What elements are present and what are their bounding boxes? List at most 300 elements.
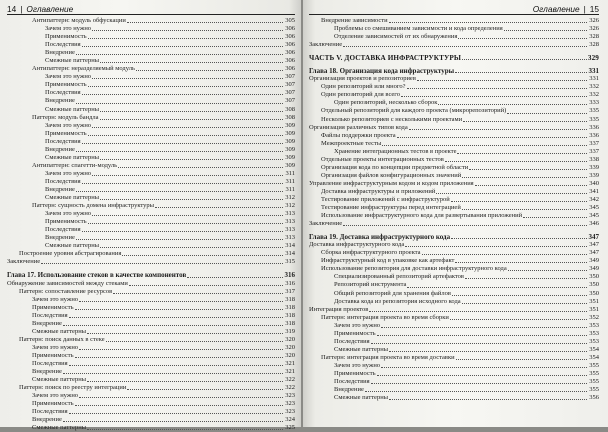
dot-leader xyxy=(88,223,283,224)
dot-leader xyxy=(371,343,587,344)
running-head-separator: | xyxy=(20,3,23,14)
dot-leader xyxy=(100,247,283,248)
toc-entry xyxy=(7,328,295,336)
dot-leader xyxy=(438,104,587,105)
toc-entry-title: Внедрение xyxy=(45,49,75,57)
toc-entry-title: Применимость xyxy=(45,81,87,89)
toc-entry-title: Организация проектов и репозиториев xyxy=(309,75,416,83)
toc-part-heading xyxy=(309,54,599,62)
toc-entry xyxy=(7,384,295,392)
toc-entry-title: Зачем это нужно xyxy=(32,295,79,303)
toc-entry xyxy=(309,362,599,370)
toc-page-number: 306 xyxy=(285,33,295,41)
toc-entry-title: Смежные паттерны xyxy=(45,105,100,113)
toc-entry xyxy=(309,180,599,188)
dot-leader xyxy=(389,351,587,352)
toc-entry xyxy=(309,241,599,249)
toc-page-number: 323 xyxy=(285,392,295,400)
dot-leader xyxy=(100,119,283,120)
toc-entry xyxy=(7,250,295,258)
toc-page-number: 328 xyxy=(589,41,599,49)
toc-entry-title: Специализированный репозиторий артефактов xyxy=(334,273,465,281)
toc-entry xyxy=(7,288,295,296)
toc-entry-title: Репозиторий инструмента xyxy=(334,281,407,289)
toc-entry-title: Общий репозиторий для хранения файлов xyxy=(334,289,451,297)
toc-entry xyxy=(7,81,295,89)
toc-entry xyxy=(7,392,295,400)
toc-page-number: 308 xyxy=(285,113,295,121)
dot-leader xyxy=(389,22,587,23)
left-page-number: 14 xyxy=(7,3,17,14)
toc-entry xyxy=(7,130,295,138)
toc-page-number: 356 xyxy=(589,394,599,402)
right-page-number: 15 xyxy=(589,3,599,14)
toc-entry xyxy=(309,91,599,99)
toc-entry xyxy=(309,249,599,257)
toc-entry-title: Проблемы со смешиванием зависимости и кода определения xyxy=(334,25,503,33)
toc-page-number: 320 xyxy=(285,335,295,343)
dot-leader xyxy=(118,167,283,168)
toc-entry xyxy=(309,322,599,330)
dot-leader xyxy=(451,201,587,202)
dot-leader xyxy=(82,46,283,47)
dot-leader xyxy=(92,215,283,216)
toc-entry-title: Организация различных типов кода xyxy=(309,123,408,131)
toc-entry-title: Отдельные проекты интеграционных тестов xyxy=(321,155,444,163)
toc-entry-title: Организация файлов конфигурационных значений xyxy=(321,171,462,179)
dot-leader xyxy=(507,113,587,114)
toc-page-number: 320 xyxy=(285,351,295,359)
toc-entry-title: Отделение зависимостей от их обнаружения xyxy=(334,33,458,41)
toc-entry xyxy=(7,352,295,360)
toc-entry-title: Отдельный репозиторий для каждого проекта (микрорепозиторий) xyxy=(321,107,507,115)
toc-entry-title: Построение уровня абстрагирования xyxy=(19,250,122,258)
toc-page-number: 325 xyxy=(285,424,295,432)
dot-leader xyxy=(397,137,587,138)
toc-page-number: 305 xyxy=(285,17,295,24)
toc-page-number: 309 xyxy=(285,145,295,153)
toc-entry-title: Смежные паттерны xyxy=(334,345,389,353)
toc-entry xyxy=(309,370,599,378)
toc-entry-title: Глава 17. Использование стеков в качестве компонентов xyxy=(7,271,187,280)
toc-page-number: 336 xyxy=(589,123,599,131)
toc-entry-title: Заключение xyxy=(7,258,41,266)
dot-leader xyxy=(365,391,587,392)
toc-page-number: 328 xyxy=(589,33,599,41)
toc-page-number: 306 xyxy=(285,41,295,49)
toc-page-number: 331 xyxy=(588,67,599,76)
dot-leader xyxy=(422,254,587,255)
dot-leader xyxy=(100,62,283,63)
toc-page-number: 346 xyxy=(589,220,599,228)
dot-leader xyxy=(462,59,587,60)
dot-leader xyxy=(389,399,587,400)
toc-entry xyxy=(7,210,295,218)
toc-entry-title: Один репозиторий, несколько сборок xyxy=(334,99,438,107)
left-page xyxy=(0,0,301,432)
dot-leader xyxy=(76,191,283,192)
toc-page-number: 306 xyxy=(285,57,295,65)
toc-page-number: 309 xyxy=(285,161,295,169)
toc-entry xyxy=(7,146,295,154)
toc-entry-title: Использование инфраструктурного кода для развертывания приложений xyxy=(321,212,523,220)
toc-page-number: 332 xyxy=(589,83,599,91)
toc-entry-title: Зачем это нужно xyxy=(334,361,381,369)
toc-page-number: 347 xyxy=(589,241,599,249)
toc-entry-title: Файлы поддержки проекта xyxy=(321,131,396,139)
toc-entry xyxy=(309,394,599,402)
toc-entry-title: Смежные паттерны xyxy=(32,327,87,335)
toc-entry-title: Паттерн: интеграция проекта во время сборки xyxy=(321,313,449,321)
toc-entry-title: Несколько репозиториев с несколькими проектами xyxy=(321,115,463,123)
toc-page-number: 339 xyxy=(589,171,599,179)
toc-page-number: 311 xyxy=(285,177,295,185)
toc-entry-title: Заключение xyxy=(309,220,343,228)
running-head-separator: | xyxy=(583,3,586,14)
dot-leader xyxy=(76,54,283,55)
toc-entry xyxy=(7,41,295,49)
left-toc-list xyxy=(7,17,295,432)
toc-entry xyxy=(309,298,599,306)
toc-entry-title: Внедрение xyxy=(45,234,75,242)
dot-leader xyxy=(407,287,587,288)
toc-page-number: 312 xyxy=(285,194,295,202)
toc-entry xyxy=(7,138,295,146)
toc-entry xyxy=(309,338,599,346)
toc-page-number: 326 xyxy=(589,25,599,33)
toc-page-number: 322 xyxy=(285,384,295,392)
dot-leader xyxy=(92,175,283,176)
toc-page-number: 355 xyxy=(589,369,599,377)
toc-entry xyxy=(309,265,599,273)
toc-entry xyxy=(309,290,599,298)
toc-entry-title: Применимость xyxy=(32,351,74,359)
dot-leader xyxy=(343,225,587,226)
toc-entry-title: Паттерн: поиск по реестру интеграции xyxy=(19,384,127,392)
left-running-title: Оглавление xyxy=(26,3,74,14)
dot-leader xyxy=(69,317,283,318)
toc-entry-title: Смежные паттерны xyxy=(45,242,100,250)
toc-page-number: 323 xyxy=(285,408,295,416)
toc-page-number: 335 xyxy=(589,107,599,115)
toc-entry-title: Доставка инфраструктурного кода xyxy=(309,241,405,249)
dot-leader xyxy=(462,209,587,210)
toc-entry-title: Тестирование приложений с инфраструктурой xyxy=(321,195,450,203)
toc-page-number: 319 xyxy=(285,327,295,335)
dot-leader xyxy=(122,255,283,256)
toc-page-number: 313 xyxy=(285,218,295,226)
toc-page-number: 307 xyxy=(285,97,295,105)
toc-entry xyxy=(7,296,295,304)
toc-page-number: 347 xyxy=(589,249,599,257)
dot-leader xyxy=(75,357,283,358)
toc-entry-title: Паттерн: модуль бандла xyxy=(32,113,99,121)
dot-leader xyxy=(455,262,587,263)
dot-leader xyxy=(79,349,283,350)
dot-leader xyxy=(401,96,587,97)
dot-leader xyxy=(100,199,283,200)
toc-entry-title: Применимость xyxy=(334,329,376,337)
toc-entry xyxy=(309,354,599,362)
toc-entry-title: Последствия xyxy=(45,41,81,49)
toc-entry xyxy=(309,83,599,91)
dot-leader xyxy=(82,231,283,232)
toc-entry-title: Внедрение зависимости xyxy=(321,17,388,24)
toc-entry xyxy=(7,49,295,57)
toc-entry-title: Смежные паттерны xyxy=(45,194,100,202)
toc-page-number: 349 xyxy=(589,265,599,273)
toc-entry xyxy=(309,172,599,180)
right-running-head xyxy=(309,3,599,15)
toc-page-number: 318 xyxy=(285,295,295,303)
toc-page-number: 354 xyxy=(589,345,599,353)
dot-leader xyxy=(377,335,587,336)
toc-entry xyxy=(309,17,599,25)
dot-leader xyxy=(343,46,587,47)
dot-leader xyxy=(463,121,587,122)
toc-entry-title: Обнаружение зависимостей между стеками xyxy=(7,279,128,287)
toc-page-number: 309 xyxy=(285,121,295,129)
toc-entry xyxy=(7,25,295,33)
dot-leader xyxy=(405,246,587,247)
toc-entry-title: Паттерн: поиск данных в стеке xyxy=(19,335,105,343)
toc-entry-title: Зачем это нужно xyxy=(45,169,92,177)
dot-leader xyxy=(75,405,283,406)
dot-leader xyxy=(79,397,283,398)
dot-leader xyxy=(87,381,283,382)
dot-leader xyxy=(377,375,587,376)
toc-entry xyxy=(309,346,599,354)
toc-entry-title: Организация кода по концепции предметной области xyxy=(321,163,469,171)
toc-entry xyxy=(7,258,295,266)
toc-page-number: 353 xyxy=(589,321,599,329)
toc-page-number: 307 xyxy=(285,81,295,89)
toc-entry-title: Смежные паттерны xyxy=(32,424,87,432)
toc-chapter-heading xyxy=(309,67,599,75)
toc-page-number: 335 xyxy=(589,115,599,123)
toc-entry-title: Последствия xyxy=(45,177,81,185)
toc-entry xyxy=(309,196,599,204)
dot-leader xyxy=(63,373,283,374)
toc-entry xyxy=(309,386,599,394)
toc-entry xyxy=(309,25,599,33)
dot-leader xyxy=(475,185,587,186)
toc-entry-title: Сборка инфраструктурного проекта xyxy=(321,249,421,257)
toc-page-number: 313 xyxy=(285,234,295,242)
toc-page-number: 349 xyxy=(589,257,599,265)
toc-page-number: 306 xyxy=(285,49,295,57)
dot-leader xyxy=(129,285,283,286)
toc-page-number: 337 xyxy=(589,139,599,147)
dot-leader xyxy=(82,94,283,95)
dot-leader xyxy=(82,183,283,184)
dot-leader xyxy=(88,38,283,39)
toc-page-number: 318 xyxy=(285,319,295,327)
dot-leader xyxy=(451,238,587,239)
dot-leader xyxy=(82,143,283,144)
toc-entry-title: Антипаттерн: неразделяемый модуль xyxy=(32,65,135,73)
toc-entry xyxy=(309,204,599,212)
toc-page-number: 354 xyxy=(589,353,599,361)
toc-page-number: 341 xyxy=(589,187,599,195)
toc-entry xyxy=(309,273,599,281)
toc-entry xyxy=(309,314,599,322)
toc-entry xyxy=(309,148,599,156)
toc-entry xyxy=(7,416,295,424)
toc-entry-title: Смежные паттерны xyxy=(45,153,100,161)
dot-leader xyxy=(504,30,587,31)
toc-entry-title: Зачем это нужно xyxy=(45,25,92,33)
dot-leader xyxy=(88,135,283,136)
toc-entry-title: Последствия xyxy=(45,226,81,234)
toc-entry xyxy=(309,378,599,386)
toc-entry-title: Применимость xyxy=(32,400,74,408)
toc-page-number: 308 xyxy=(285,105,295,113)
toc-entry-title: Инфраструктурный код в упаковке как артефакт xyxy=(321,257,455,265)
toc-entry-title: Смежные паттерны xyxy=(334,394,389,402)
toc-entry xyxy=(7,408,295,416)
toc-page-number: 340 xyxy=(589,179,599,187)
toc-page-number: 353 xyxy=(589,337,599,345)
dot-leader xyxy=(92,127,283,128)
toc-page-number: 331 xyxy=(589,75,599,83)
toc-entry xyxy=(309,124,599,132)
dot-leader xyxy=(155,207,283,208)
toc-entry-title: Паттерн: интеграция проекта во время доставки xyxy=(321,353,455,361)
toc-page-number: 312 xyxy=(285,202,295,210)
toc-entry xyxy=(7,360,295,368)
toc-entry xyxy=(7,400,295,408)
toc-entry xyxy=(7,280,295,288)
dot-leader xyxy=(127,22,283,23)
toc-page-number: 329 xyxy=(587,54,599,63)
toc-page-number: 316 xyxy=(285,279,295,287)
dot-leader xyxy=(76,103,283,104)
dot-leader xyxy=(79,301,283,302)
toc-entry-title: Последствия xyxy=(334,378,370,386)
toc-entry xyxy=(7,57,295,65)
toc-page-number: 345 xyxy=(589,212,599,220)
dot-leader xyxy=(458,38,587,39)
toc-page-number: 311 xyxy=(285,185,295,193)
toc-entry xyxy=(7,320,295,328)
toc-entry xyxy=(7,33,295,41)
toc-entry-title: Антипаттерн: модуль обфускации xyxy=(32,17,126,24)
toc-entry xyxy=(309,156,599,164)
left-running-head xyxy=(7,3,295,15)
toc-chapter-heading xyxy=(7,271,295,279)
toc-page-number: 315 xyxy=(285,258,295,266)
toc-page-number: 338 xyxy=(589,155,599,163)
toc-entry-title: Последствия xyxy=(45,137,81,145)
toc-entry-title: Доставка кода из репозитория исходного кода xyxy=(334,297,461,305)
toc-page-number: 355 xyxy=(589,361,599,369)
toc-page-number: 353 xyxy=(589,329,599,337)
toc-entry-title: Внедрение xyxy=(32,416,62,424)
dot-leader xyxy=(92,78,283,79)
toc-entry xyxy=(7,89,295,97)
toc-entry-title: Внедрение xyxy=(45,145,75,153)
dot-leader xyxy=(456,359,587,360)
dot-leader xyxy=(100,159,283,160)
toc-entry-title: Последствия xyxy=(32,311,68,319)
toc-page-number: 307 xyxy=(285,73,295,81)
toc-entry-title: Тестирование инфраструктуры перед интеграцией xyxy=(321,204,461,212)
toc-page-number: 313 xyxy=(285,210,295,218)
dot-leader xyxy=(76,239,283,240)
toc-entry-title: Последствия xyxy=(32,408,68,416)
toc-entry-title: Зачем это нужно xyxy=(334,321,381,329)
toc-entry-title: Применимость xyxy=(45,129,87,137)
toc-entry xyxy=(309,164,599,172)
toc-entry xyxy=(7,97,295,105)
toc-entry xyxy=(7,122,295,130)
right-running-title: Оглавление xyxy=(532,3,580,14)
dot-leader xyxy=(136,70,283,71)
dot-leader xyxy=(63,421,283,422)
toc-entry-title: Внедрение xyxy=(32,319,62,327)
toc-entry xyxy=(7,226,295,234)
toc-page-number: 313 xyxy=(285,226,295,234)
toc-page-number: 342 xyxy=(589,195,599,203)
toc-entry-title: Паттерн: сопоставление ресурсов xyxy=(19,287,113,295)
toc-page-number: 311 xyxy=(285,169,295,177)
toc-entry-title: Глава 19. Доставка инфраструктурного кода xyxy=(309,233,451,242)
toc-page-number: 321 xyxy=(285,368,295,376)
toc-entry xyxy=(309,132,599,140)
toc-entry-title: Смежные паттерны xyxy=(45,57,100,65)
toc-page-number: 333 xyxy=(589,99,599,107)
toc-entry xyxy=(309,188,599,196)
toc-entry xyxy=(7,178,295,186)
toc-entry xyxy=(7,114,295,122)
toc-entry-title: Один репозиторий или много? xyxy=(321,83,406,91)
toc-page-number: 306 xyxy=(285,25,295,33)
dot-leader xyxy=(127,389,283,390)
dot-leader xyxy=(457,153,587,154)
toc-page-number: 332 xyxy=(589,91,599,99)
dot-leader xyxy=(69,365,283,366)
toc-entry-title: Применимость xyxy=(334,369,376,377)
toc-entry xyxy=(7,304,295,312)
dot-leader xyxy=(69,413,283,414)
dot-leader xyxy=(382,145,587,146)
right-page xyxy=(303,0,608,427)
toc-entry-title: ЧАСТЬ V. ДОСТАВКА ИНФРАСТРУКТУРЫ xyxy=(309,54,461,63)
toc-entry xyxy=(7,242,295,250)
toc-entry-title: Внедрение xyxy=(45,97,75,105)
toc-page-number: 323 xyxy=(285,400,295,408)
toc-page-number: 336 xyxy=(589,131,599,139)
toc-entry xyxy=(309,281,599,289)
toc-entry-title: Применимость xyxy=(45,218,87,226)
toc-entry xyxy=(309,116,599,124)
toc-entry-title: Антипаттерн: спагетти-модуль xyxy=(32,161,118,169)
toc-entry-title: Паттерн: сущность домена инфраструктуры xyxy=(32,202,155,210)
toc-entry xyxy=(7,202,295,210)
toc-page-number: 350 xyxy=(589,273,599,281)
toc-entry-title: Смежные паттерны xyxy=(32,376,87,384)
dot-leader xyxy=(41,263,283,264)
dot-leader xyxy=(407,88,587,89)
toc-page-number: 355 xyxy=(589,386,599,394)
toc-entry-title: Зачем это нужно xyxy=(32,343,79,351)
toc-entry xyxy=(309,140,599,148)
toc-entry xyxy=(7,312,295,320)
toc-entry-title: Хранение интеграционных тестов в проекте xyxy=(334,147,457,155)
toc-entry-title: Последствия xyxy=(45,89,81,97)
toc-page-number: 318 xyxy=(285,303,295,311)
